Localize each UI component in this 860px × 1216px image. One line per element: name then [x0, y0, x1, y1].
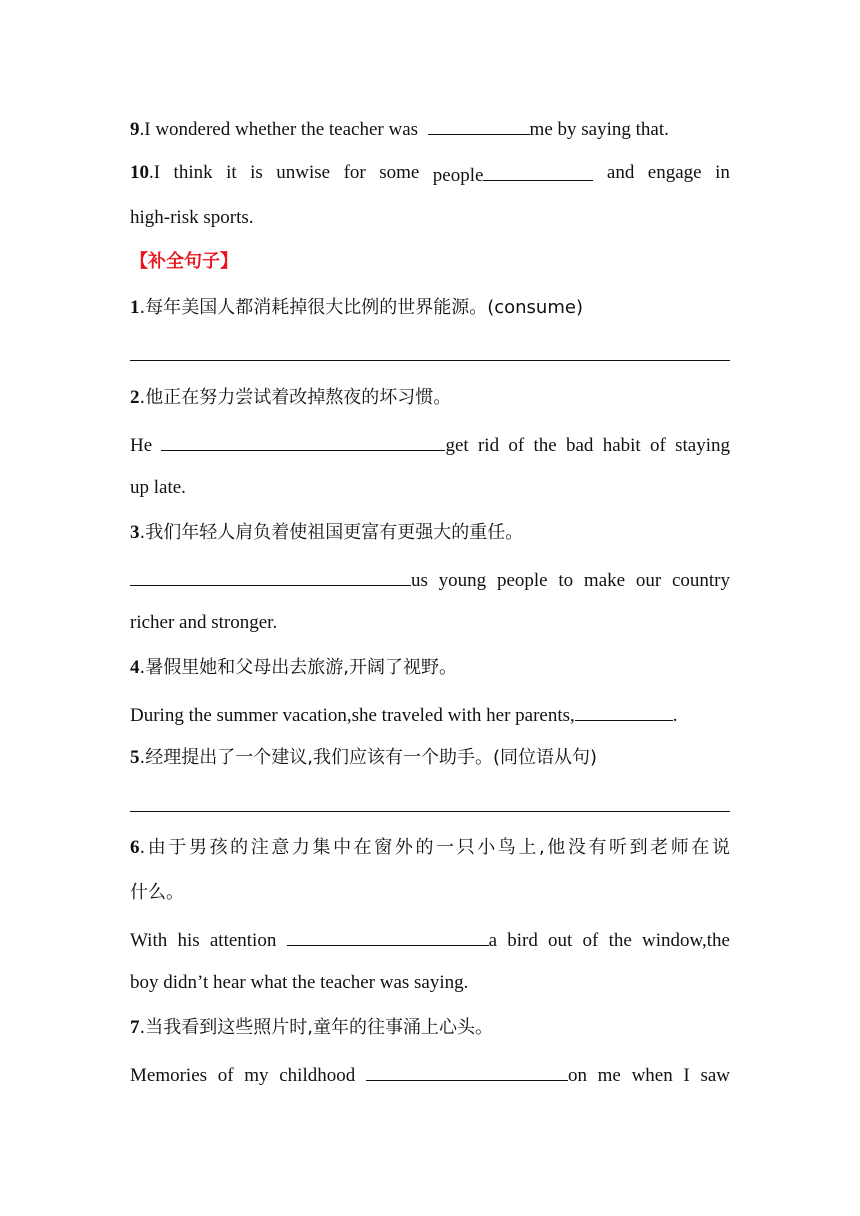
word: for: [343, 162, 366, 183]
word: some: [379, 162, 420, 183]
chinese-prompt: .经理提出了一个建议,我们应该有一个助手。(同位语从句): [139, 747, 597, 768]
english-text: During the summer vacation,she traveled with her parents,: [130, 705, 575, 726]
english-text: get rid of the bad habit of staying: [445, 435, 730, 456]
chinese-prompt: .每年美国人都消耗掉很大比例的世界能源。(consume): [139, 297, 583, 318]
sentence-3-english: [130, 566, 730, 593]
english-text: on me when I saw: [567, 1065, 730, 1086]
answer-blank[interactable]: [483, 161, 593, 181]
sentence-7-prompt: [130, 1016, 730, 1040]
answer-blank[interactable]: [575, 701, 673, 721]
section-title: 【补全句子】: [130, 251, 238, 272]
sentence-2-english: [130, 431, 730, 458]
answer-line[interactable]: [130, 811, 730, 812]
chinese-prompt: 什么。: [130, 882, 184, 903]
word: is: [250, 162, 263, 183]
question-number: 10: [130, 162, 149, 183]
question-10-continued: high-risk sports.: [130, 207, 254, 228]
question-text-end: me by saying that.: [529, 119, 669, 140]
sentence-1-prompt: [130, 296, 730, 320]
sentence-6-prompt: [130, 836, 730, 860]
answer-blank[interactable]: [287, 926, 489, 946]
word: people: [432, 165, 484, 186]
sentence-6-english: [130, 926, 730, 953]
sentence-number: 3: [130, 522, 140, 543]
sentence-6-prompt-continued: [130, 881, 730, 905]
sentence-number: 5: [130, 747, 140, 768]
english-text: .: [672, 705, 678, 726]
sentence-3-english-continued: richer and stronger.: [130, 612, 278, 633]
answer-blank[interactable]: [161, 431, 445, 451]
sentence-4-english: [130, 701, 730, 728]
english-text: With his attention: [130, 930, 287, 951]
sentence-number: 7: [130, 1017, 140, 1038]
chinese-prompt: .他正在努力尝试着改掉熬夜的坏习惯。: [139, 387, 452, 408]
word: engage: [647, 162, 702, 183]
question-number: 9: [130, 119, 140, 140]
answer-line[interactable]: [130, 360, 730, 361]
sentence-number: 6: [130, 837, 140, 858]
sentence-number: 1: [130, 297, 140, 318]
sentence-6-english-continued: boy didn’t hear what the teacher was saying.: [130, 972, 469, 993]
sentence-5-prompt: [130, 746, 730, 770]
sentence-2-english-continued: up late.: [130, 477, 186, 498]
english-text: Memories of my childhood: [130, 1065, 366, 1086]
answer-blank[interactable]: [428, 115, 530, 135]
english-text: us young people to make our country: [411, 570, 730, 591]
sentence-4-prompt: [130, 656, 730, 680]
english-text: He: [130, 435, 162, 456]
answer-blank[interactable]: [366, 1061, 568, 1081]
word: in: [715, 162, 730, 183]
question-10: [130, 161, 730, 188]
question-9: [130, 115, 730, 142]
word: .I: [149, 162, 161, 183]
chinese-prompt: .我们年轻人肩负着使祖国更富有更强大的重任。: [139, 522, 524, 543]
chinese-prompt: .当我看到这些照片时,童年的往事涌上心头。: [139, 1017, 493, 1038]
sentence-number: 2: [130, 387, 140, 408]
word: and: [606, 162, 635, 183]
english-text: a bird out of the window,the: [488, 930, 730, 951]
answer-blank[interactable]: [130, 566, 411, 586]
sentence-number: 4: [130, 657, 140, 678]
sentence-7-english: [130, 1061, 730, 1088]
sentence-3-prompt: [130, 521, 730, 545]
sentence-2-prompt: [130, 386, 730, 410]
word: think: [173, 162, 213, 183]
question-text: .I wondered whether the teacher was: [139, 119, 423, 140]
word: unwise: [276, 162, 331, 183]
chinese-prompt: .由于男孩的注意力集中在窗外的一只小鸟上,他没有听到老师在说: [139, 837, 730, 858]
chinese-prompt: .暑假里她和父母出去旅游,开阔了视野。: [139, 657, 457, 678]
word: it: [226, 162, 237, 183]
